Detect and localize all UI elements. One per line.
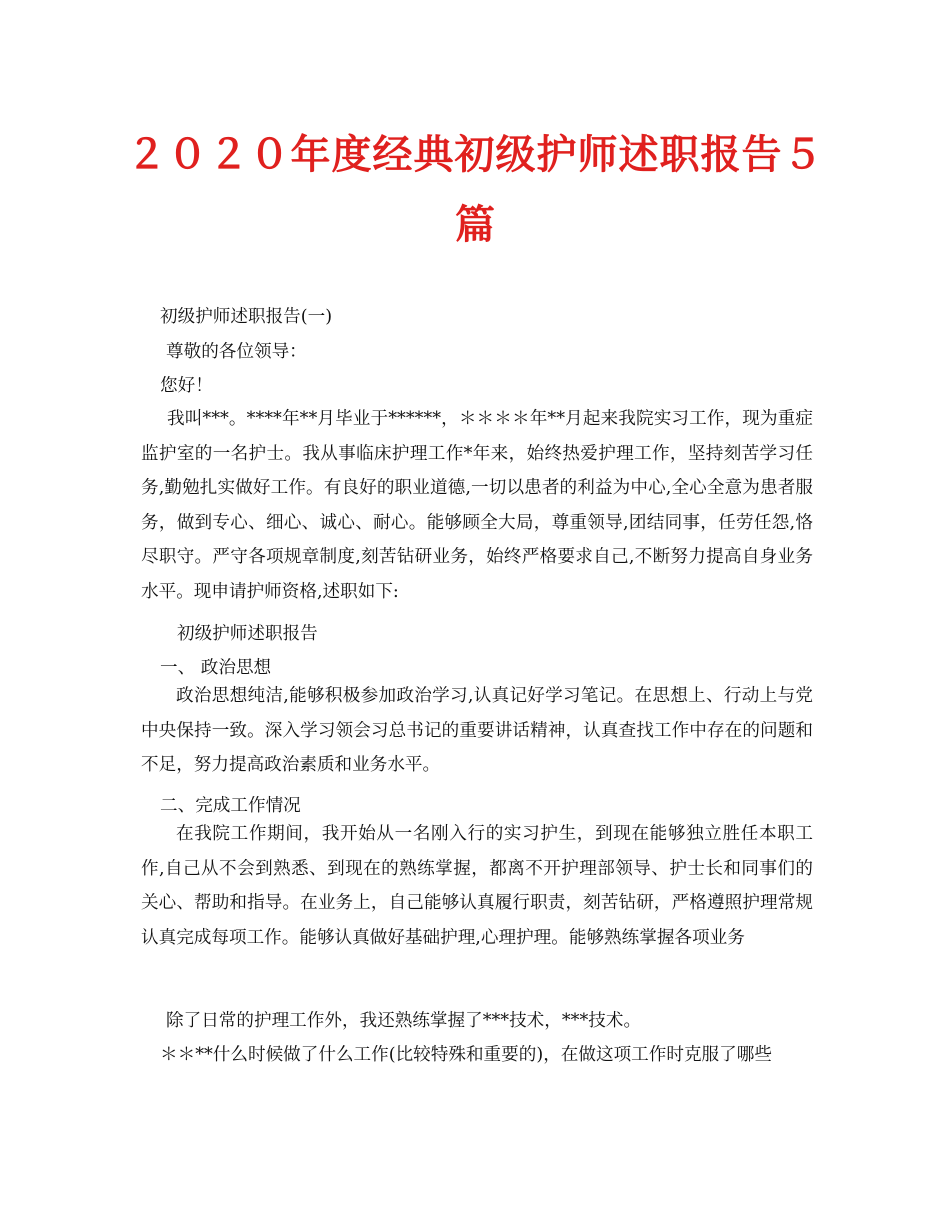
section-1-body: 政治思想纯洁,能够积极参加政治学习,认真记好学习笔记。在思想上、行动上与党中央保持一致。深入学习领会习总书记的重要讲话精神，认真查找工作中存在的问题和不足，努力提高政治素质和业务水平。 — [141, 686, 813, 775]
salutation: 尊敬的各位领导： — [166, 342, 307, 362]
section-1-heading: 一、 政治思想 — [160, 658, 272, 678]
section-2-heading: 二、完成工作情况 — [160, 796, 301, 816]
intro-paragraph: 我叫***。****年**月毕业于******，＊＊＊＊年**月起来我院实习工作，现为重症监护室的一名护士。我从事临床护理工作*年来，始终热爱护理工作，坚持刻苦学习任务,勤勉扎实做好工作。有良好的职业道德,一切以患者的利益为中心,全心全意为患者服务，做到专心、细心、诚心、耐心。能够顾全大局，尊重领导,团结同事，任劳任怨,恪尽职守。严守各项规章制度,刻苦钻研业务，始终严格要求自己,不断努力提高自身业务水平。现申请护师资格,述职如下: — [141, 409, 813, 602]
section-2-body: 在我院工作期间，我开始从一名刚入行的实习护生，到现在能够独立胜任本职工作,自己从不会到熟悉、到现在的熟练掌握，都离不开护理部领导、护士长和同事们的关心、帮助和指导。在业务上，自己能够认真履行职责，刻苦钻研，严格遵照护理常规认真完成每项工作。能够认真做好基础护理,心理护理。能够熟练掌握各项业务 — [141, 824, 813, 948]
report-one-heading: 初级护师述职报告(一) — [160, 307, 333, 327]
document-title-line-1: ２０２０年度经典初级护师述职报告５ — [126, 132, 824, 178]
document-title-line-2: 篇 — [455, 202, 495, 248]
special-work-paragraph: ＊＊**什么时候做了什么工作(比较特殊和重要的)，在做这项工作时克服了哪些 — [160, 1045, 772, 1065]
greeting: 您好！ — [160, 376, 213, 396]
report-subheading: 初级护师述职报告 — [177, 624, 318, 644]
skills-paragraph: 除了日常的护理工作外，我还熟练掌握了***技术，***技术。 — [166, 1011, 642, 1031]
